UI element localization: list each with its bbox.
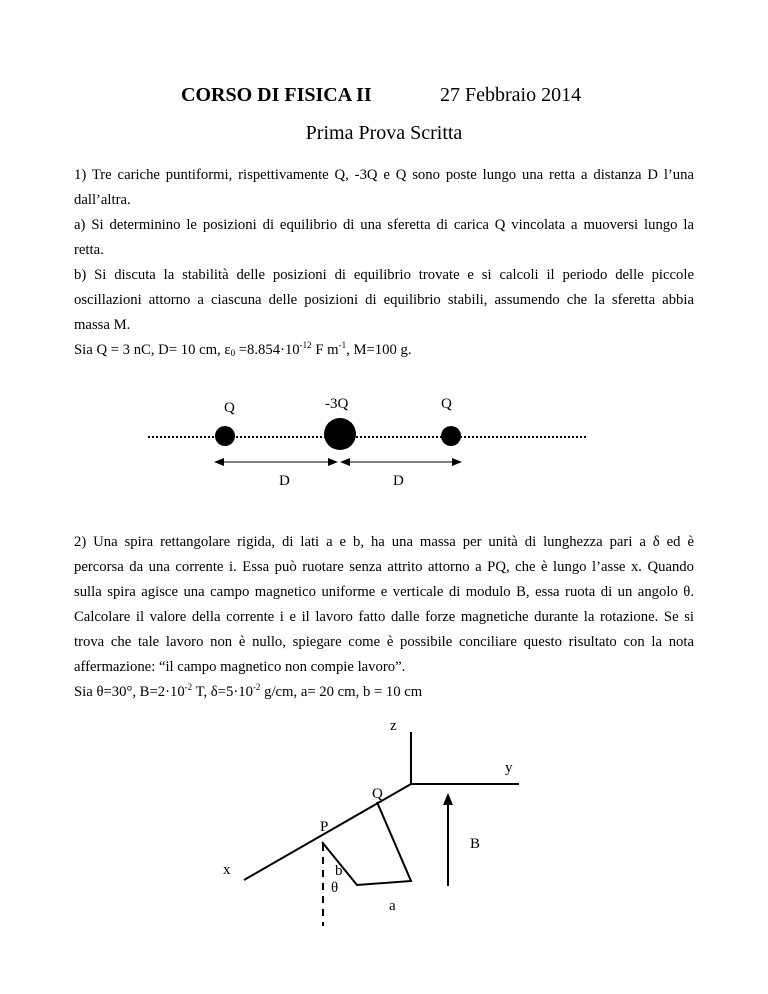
problem-1-line-3: a) Si determinino le posizioni di equilibrio di una sferetta di carica Q vincolata a muoversi lungo la [74, 217, 694, 233]
problem-2-line-4: Calcolare il valore della corrente i e il lavoro fatto dalle forze magnetiche durante la rotazione. Se si [74, 609, 694, 625]
problem-2-line-2: percorsa da una corrente i. Essa può ruotare senza attrito attorno a PQ, che è lungo l’asse x. Quando [74, 559, 694, 575]
label-side-b: b [335, 863, 343, 879]
label-charge-right: Q [441, 396, 452, 412]
charge-center [324, 418, 356, 450]
charge-left [215, 426, 235, 446]
problem-2-line-5: trova che tale lavoro non è nullo, spiegare come è possibile conciliare questo risultato con la nota [74, 634, 694, 650]
data-text: Sia Q = 3 nC, D= 10 cm, ε [74, 342, 231, 358]
label-dist-left: D [279, 473, 290, 489]
label-field-b: B [470, 836, 481, 852]
exponent: -12 [299, 340, 312, 350]
arrowhead [328, 458, 338, 466]
label-point-p: P [320, 819, 329, 835]
label-angle-theta: θ [331, 880, 339, 896]
problem-1-line-4: retta. [74, 242, 104, 258]
exam-subtitle: Prima Prova Scritta [305, 122, 463, 144]
exponent: -1 [338, 340, 347, 350]
data-text: F m [311, 342, 339, 358]
data-text: Sia θ=30°, B=2·10 [74, 684, 185, 700]
problem-1-line-5: b) Si discuta la stabilità delle posizioni di equilibrio trovate e si calcoli il periodo delle piccole [74, 267, 694, 283]
arrowhead [340, 458, 350, 466]
problem-1-line-2: dall’altra. [74, 192, 131, 208]
epsilon-subscript: 0 [230, 348, 236, 358]
problem-2-line-3: sulla spira agisce una campo magnetico uniforme e verticale di modulo B, essa ruota di un angolo θ. [74, 584, 694, 600]
data-text: T, δ=5·10 [192, 684, 253, 700]
course-title: CORSO DI FISICA II [181, 84, 372, 106]
label-axis-x: x [223, 862, 231, 878]
problem-1-line-1: 1) Tre cariche puntiformi, rispettivamente Q, -3Q e Q sono poste lungo una retta a distanza D l’una [74, 167, 694, 183]
data-text: g/cm, a= 20 cm, b = 10 cm [260, 684, 423, 700]
problem-2-data [74, 680, 694, 705]
exam-date: 27 Febbraio 2014 [440, 84, 582, 106]
arrowhead [452, 458, 462, 466]
label-charge-left: Q [224, 400, 235, 416]
arrowhead [214, 458, 224, 466]
problem-1-line-6: oscillazioni attorno a ciascuna delle posizioni di equilibrio stabili, assumendo che la sferetta abbia [74, 292, 694, 308]
label-charge-center: -3Q [325, 396, 349, 412]
problem-2-text [74, 530, 694, 705]
charge-right [441, 426, 461, 446]
exponent: -2 [252, 682, 261, 692]
problem-2-line-6: affermazione: “il campo magnetico non compie lavoro”. [74, 659, 406, 675]
label-point-q: Q [372, 786, 383, 802]
exponent: -2 [184, 682, 193, 692]
label-axis-y: y [505, 760, 513, 776]
field-arrowhead [443, 793, 453, 805]
problem-2-line-1: 2) Una spira rettangolare rigida, di lati a e b, ha una massa per unità di lunghezza pari a δ ed è [74, 534, 694, 550]
data-text: =8.854·10 [235, 342, 300, 358]
label-side-a: a [389, 898, 396, 914]
problem-1-line-7: massa M. [74, 317, 131, 333]
data-text: , M=100 g. [346, 342, 412, 358]
label-dist-right: D [393, 473, 404, 489]
label-axis-z: z [390, 718, 397, 734]
